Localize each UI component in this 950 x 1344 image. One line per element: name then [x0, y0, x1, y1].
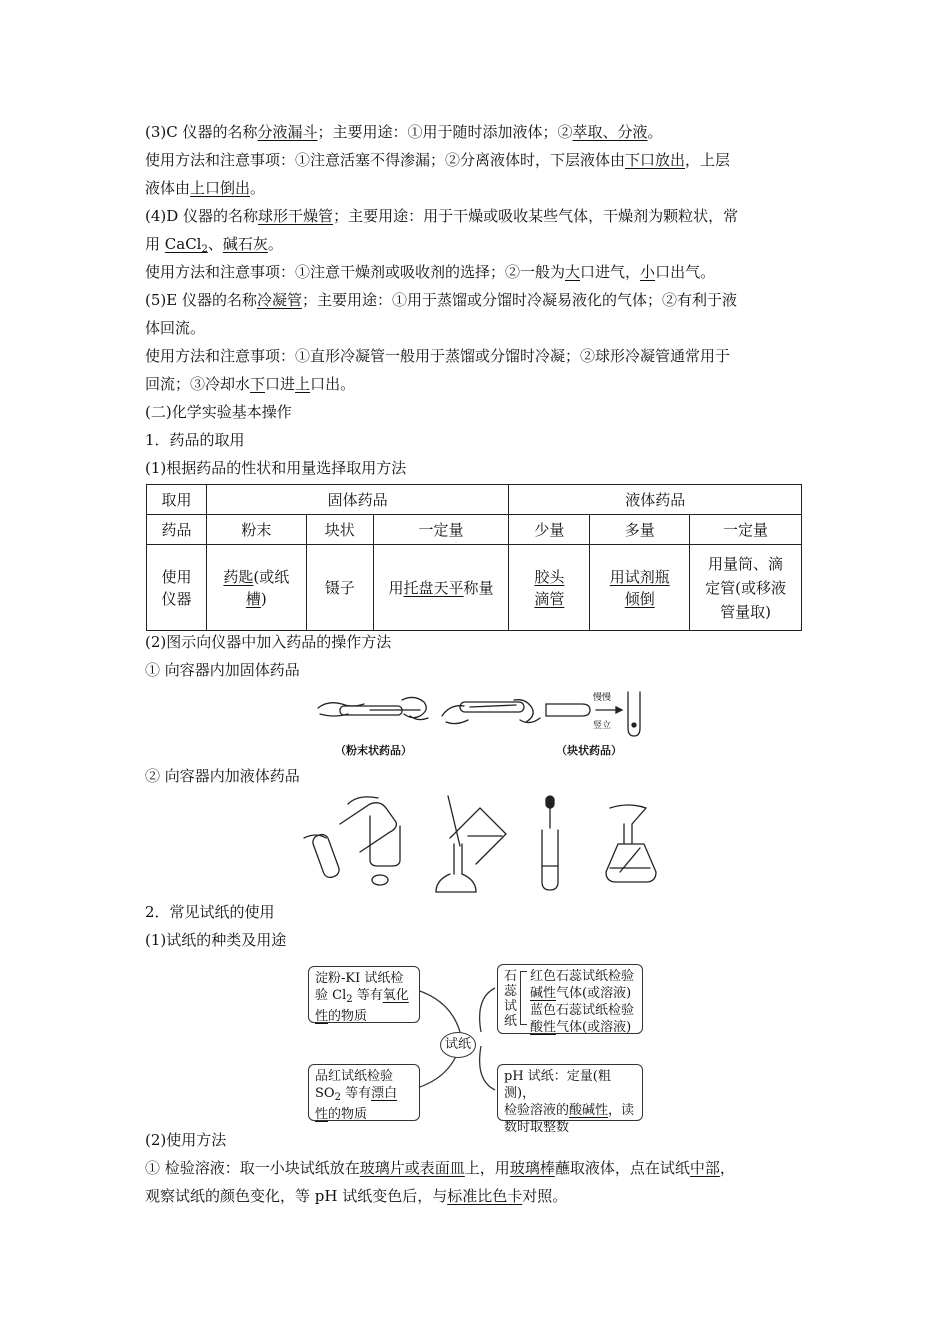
cell-header-take: 取用	[147, 485, 207, 515]
caption-block: （块状药品）	[556, 744, 622, 757]
para-d-usage: 使用方法和注意事项：①注意干燥剂或吸收剂的选择；②一般为大口进气，小口出气。	[145, 263, 716, 281]
drug-table	[146, 484, 802, 631]
heading-test-paper-types: (1)试纸的种类及用途	[145, 931, 287, 949]
cell-pour: 用试剂瓶 倾倒	[590, 545, 690, 631]
ph-paper-box: pH 试纸：定量(粗测)， 检验溶液的酸碱性，读 数时取整数	[497, 1064, 643, 1121]
dropper-test-tube-drawing	[542, 796, 558, 890]
heading-drug-taking: 1．药品的取用	[145, 431, 245, 449]
liquid-adding-illustration	[300, 794, 660, 894]
heading-selection-method: (1)根据药品的性状和用量选择取用方法	[145, 459, 407, 477]
para-e-instrument: (5)E 仪器的名称冷凝管；主要用途：①用于蒸馏或分馏时冷凝易液化的气体；②有利于液	[145, 291, 737, 309]
cell-header-drug: 药品	[147, 515, 207, 545]
litmus-paper-box: 石 蕊 试 纸 红色石蕊试纸检验 碱性气体(或溶液) 蓝色石蕊试纸检验 酸性气体(或溶液)	[497, 964, 643, 1034]
para-c-instrument: (3)C 仪器的名称分液漏斗；主要用途：①用于随时添加液体；②萃取、分液。	[145, 123, 663, 141]
para-check-solution-cont: 观察试纸的颜色变化，等 pH 试纸变色后，与标准比色卡对照。	[145, 1187, 568, 1205]
cell-header-solid: 固体药品	[206, 485, 509, 515]
heading-liquid-adding: ② 向容器内加液体药品	[145, 767, 300, 785]
para-c-usage-cont: 液体由上口倒出。	[145, 179, 266, 197]
magenta-paper-box: 品红试纸检验 $SO_2$ 等有漂白 性的物质	[308, 1064, 420, 1121]
caption-powder: （粉末状药品）	[335, 744, 412, 757]
litmus-side-label: 石 蕊 试 纸	[504, 969, 518, 1029]
cell-tweezers: 镊子	[306, 545, 373, 631]
glass-rod-flask-drawing	[436, 796, 506, 892]
para-e-usage-cont: 回流；③冷却水下口进上口出。	[145, 375, 356, 393]
heading-diagram-method: (2)图示向仪器中加入药品的操作方法	[145, 633, 392, 651]
cell-powder: 粉末	[206, 515, 306, 545]
cell-fixed-solid: 一定量	[373, 515, 509, 545]
heading-usage-method: (2)使用方法	[145, 1131, 227, 1149]
cell-small: 少量	[509, 515, 590, 545]
solid-adding-illustration	[310, 688, 650, 738]
powder-spoon-drawing	[318, 697, 428, 719]
upright-label: 竖立	[593, 721, 612, 731]
cell-cylinder: 用量筒、滴 定管(或移液 管量取)	[690, 545, 802, 631]
cell-balance: 用托盘天平称量	[373, 545, 509, 631]
para-e-cont: 体回流。	[145, 319, 206, 337]
cell-instrument-label: 使用 仪器	[147, 545, 207, 631]
para-d-instrument: (4)D 仪器的名称球形干燥管；主要用途：用于干燥或吸收某些气体，干燥剂为颗粒状，常	[145, 207, 739, 225]
slow-label: 慢慢	[593, 693, 612, 703]
cell-large: 多量	[590, 515, 690, 545]
para-d-cont: 用 CaCl$_2$、碱石灰。	[145, 235, 283, 255]
cell-dropper: 胶头 滴管	[509, 545, 590, 631]
test-paper-center-node: 试纸	[440, 1032, 476, 1058]
heading-solid-adding: ① 向容器内加固体药品	[145, 661, 300, 679]
cell-spoon: 药匙(或纸 槽)	[206, 545, 306, 631]
para-e-usage: 使用方法和注意事项：①直形冷凝管一般用于蒸馏或分馏时冷凝；②球形冷凝管通常用于	[145, 347, 731, 365]
cell-fixed-liquid: 一定量	[690, 515, 802, 545]
funnel-flask-drawing	[606, 805, 656, 882]
section-heading-basic-ops: (二)化学实验基本操作	[145, 403, 292, 421]
powder-paper-trough-drawing	[442, 700, 540, 724]
cell-block: 块状	[306, 515, 373, 545]
para-c-usage: 使用方法和注意事项：①注意活塞不得渗漏；②分离液体时，下层液体由下口放出，上层	[145, 151, 731, 169]
cell-header-liquid: 液体药品	[509, 485, 802, 515]
pour-from-bottle-drawing	[304, 797, 400, 885]
kI-starch-paper-box: 淀粉-KI 试纸检 验 $Cl_2$ 等有氧化 性的物质	[308, 966, 420, 1023]
heading-test-paper: 2．常见试纸的使用	[145, 903, 275, 921]
para-check-solution: ① 检验溶液：取一小块试纸放在玻璃片或表面皿上，用玻璃棒蘸取液体，点在试纸中部，	[145, 1159, 735, 1177]
